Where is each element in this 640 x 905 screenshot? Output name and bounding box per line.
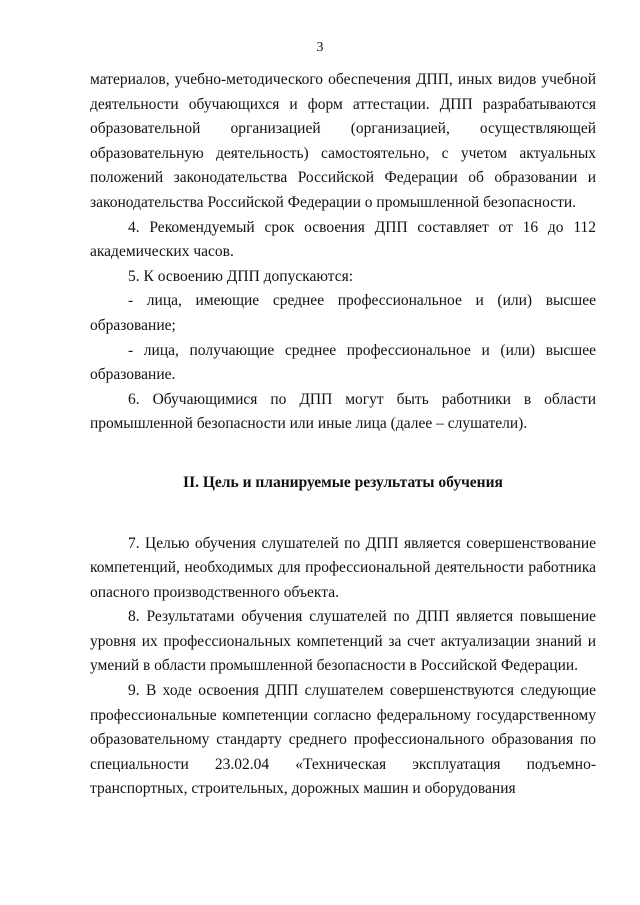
document-body <box>90 68 596 802</box>
paragraph-5-item-1: - лица, имеющие среднее профессиональное и (или) высшее образование; <box>90 292 596 334</box>
paragraph-5-item-2: - лица, получающие среднее профессиональное и (или) высшее образование. <box>90 341 596 384</box>
paragraph-4: 4. Рекомендуемый срок освоения ДПП составляет от 16 до 112 академических часов. <box>90 218 596 261</box>
paragraph-8: 8. Результатами обучения слушателей по ДПП является повышение уровня их профессиональных компетенций за счет актуализации знаний и умений в области промышленной безопасности в Российской Федерации. <box>90 608 596 675</box>
paragraph-6: 6. Обучающимися по ДПП могут быть работники в области промышленной безопасности или иные лица (далее – слушатели). <box>90 390 596 433</box>
section-heading: II. Цель и планируемые результаты обучения <box>183 473 503 491</box>
paragraph-continuation: материалов, учебно-методического обеспечения ДПП, иных видов учебной деятельности обучающихся и форм аттестации. ДПП разрабатываются образовательной организацией (организацией, осуществляющей образовательную деятельность) самостоятельно, с учетом актуальных положений законодательства Российской Федерации об образовании и законодательства Российской Федерации о промышленной безопасности. <box>90 71 596 211</box>
page-number: 3 <box>316 40 324 55</box>
paragraph-5: 5. К освоению ДПП допускаются: <box>128 267 354 285</box>
paragraph-7: 7. Целью обучения слушателей по ДПП является совершенствование компетенций, необходимых для профессиональной деятельности работника опасного производственного объекта. <box>90 534 596 601</box>
paragraph-9: 9. В ходе освоения ДПП слушателем совершенствуются следующие профессиональные компетенции согласно федеральному государственному образовательному стандарту среднего профессионального образования по специальности 23.02.04 «Техническая эксплуатация подъемно-транспортных, строительных, дорожных машин и оборудования <box>90 682 596 798</box>
